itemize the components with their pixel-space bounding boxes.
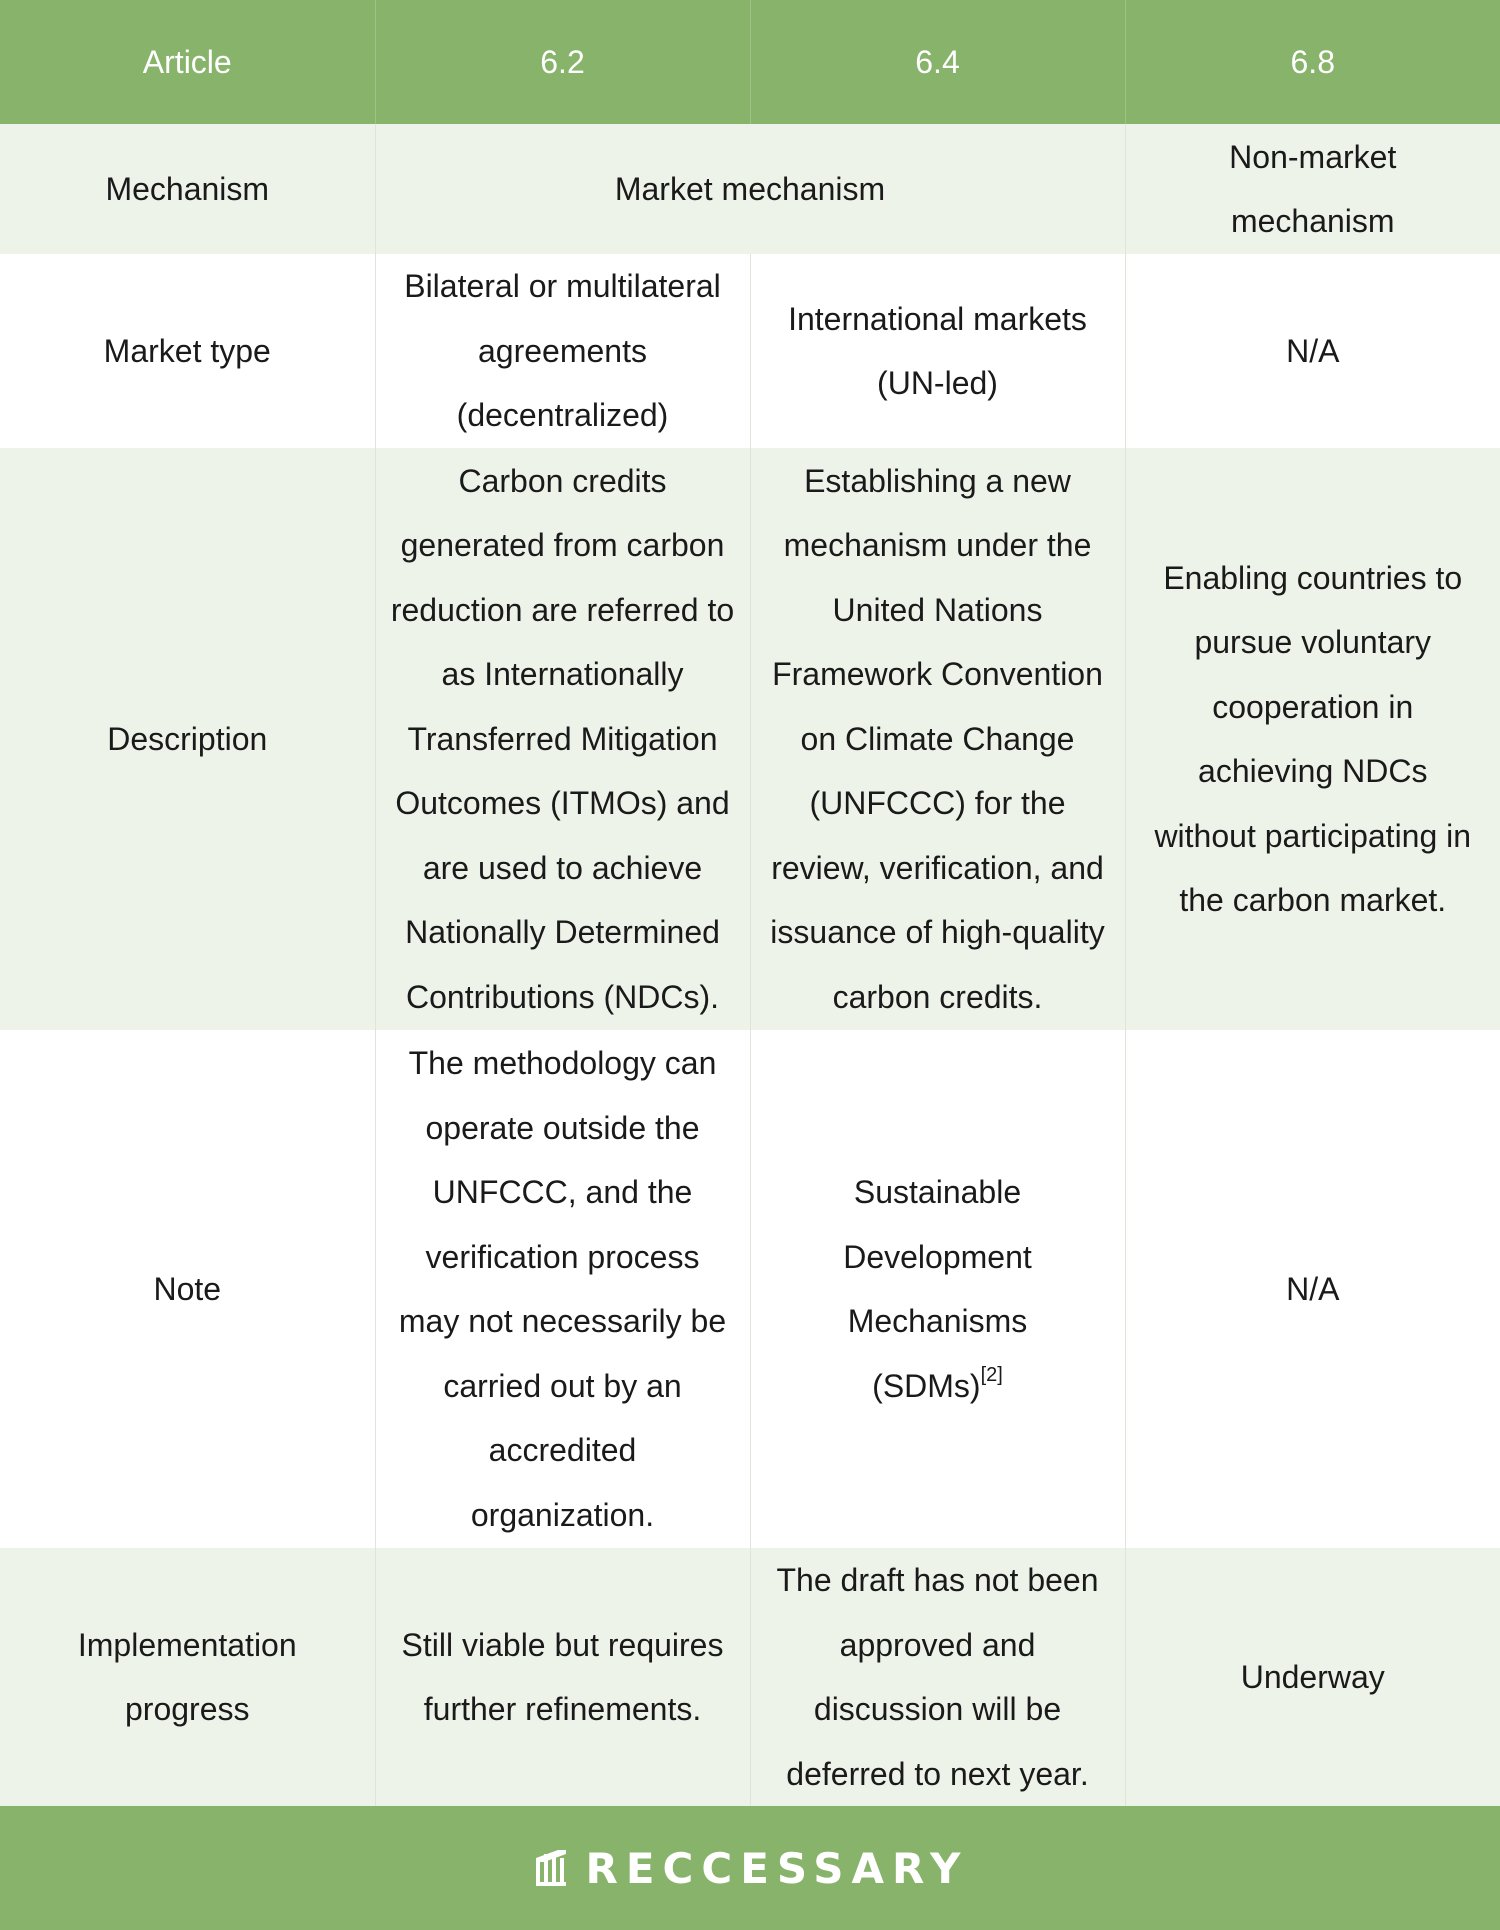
row-market-type xyxy=(0,254,1500,448)
cell-progress-6-4: The draft has not been approved and discussion will be deferred to next year. xyxy=(750,1548,1125,1806)
row-mechanism xyxy=(0,124,1500,254)
brand-name: RECCESSARY xyxy=(585,1843,969,1893)
header-article: Article xyxy=(0,0,375,124)
header-6-4: 6.4 xyxy=(750,0,1125,124)
cell-description-6-8: Enabling countries to pursue voluntary cooperation in achieving NDCs without participating in the carbon market. xyxy=(1125,448,1500,1030)
row-label-note: Note xyxy=(0,1030,375,1548)
header-6-2: 6.2 xyxy=(375,0,750,124)
cell-market-type-6-4: International markets (UN-led) xyxy=(750,254,1125,448)
cell-progress-6-8: Underway xyxy=(1125,1548,1500,1806)
cell-market-type-6-8: N/A xyxy=(1125,254,1500,448)
row-label-market-type: Market type xyxy=(0,254,375,448)
note-6-4-text: Sustainable Development Mechanisms (SDMs) xyxy=(843,1174,1032,1404)
cell-note-6-2: The methodology can operate outside the UNFCCC, and the verification process may not necessarily be carried out by an accredited organization. xyxy=(375,1030,750,1548)
footer-banner xyxy=(0,1806,1500,1930)
cell-progress-6-2: Still viable but requires further refinements. xyxy=(375,1548,750,1806)
row-label-description: Description xyxy=(0,448,375,1030)
cell-note-6-4 xyxy=(750,1030,1125,1548)
header-6-8: 6.8 xyxy=(1125,0,1500,124)
row-progress xyxy=(0,1548,1500,1806)
footnote-ref: [2] xyxy=(980,1363,1003,1386)
cell-note-6-8: N/A xyxy=(1125,1030,1500,1548)
row-description xyxy=(0,448,1500,1030)
row-label-progress: Implementation progress xyxy=(0,1548,375,1806)
cell-description-6-2: Carbon credits generated from carbon reduction are referred to as Internationally Transferred Mitigation Outcomes (ITMOs) and are used to achieve Nationally Determined Contributions (NDCs). xyxy=(375,448,750,1030)
cell-non-market-mechanism: Non-market mechanism xyxy=(1125,124,1500,254)
brand-logo xyxy=(532,1844,969,1893)
row-note xyxy=(0,1030,1500,1548)
header-row xyxy=(0,0,1500,124)
cell-description-6-4: Establishing a new mechanism under the United Nations Framework Convention on Climate Change (UNFCCC) for the review, verification, and issuance of high-quality carbon credits. xyxy=(750,448,1125,1030)
reccessary-building-icon xyxy=(532,1848,570,1888)
cell-market-type-6-2: Bilateral or multilateral agreements (decentralized) xyxy=(375,254,750,448)
row-label-mechanism: Mechanism xyxy=(0,124,375,254)
cell-market-mechanism: Market mechanism xyxy=(375,124,1125,254)
